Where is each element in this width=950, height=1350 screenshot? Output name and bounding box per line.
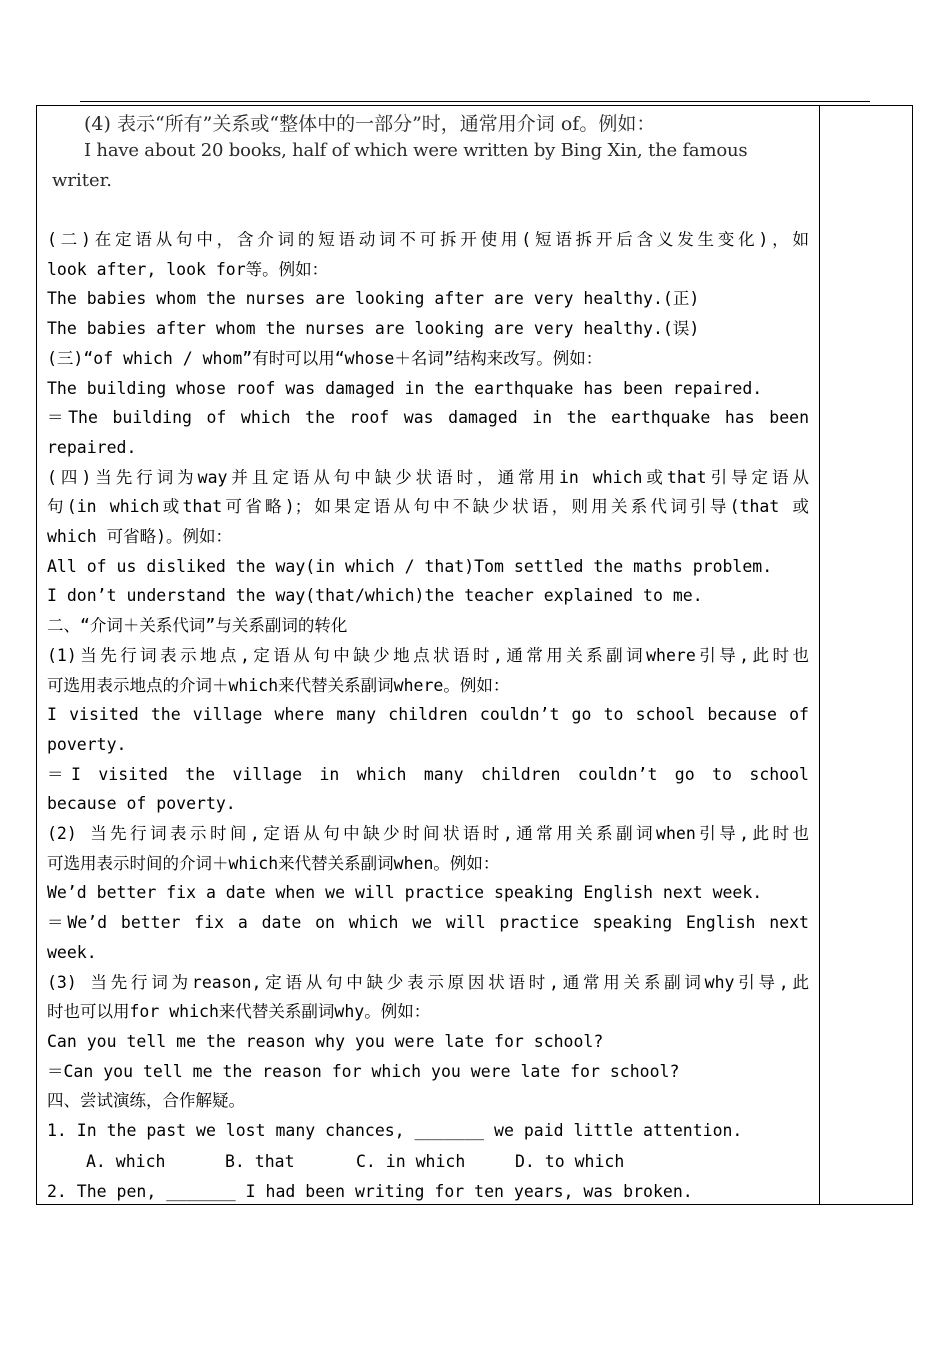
text-line: 1. In the past we lost many chances, _______ we paid little attention. [47,1121,743,1140]
option-c: C. in which [356,1152,466,1171]
text-line: 可选用表示地点的介词＋which来代替关系副词where。例如： [47,676,510,695]
option-a: A. which [86,1152,166,1171]
text-line: 句(in which或that可省略)；如果定语从句中不缺少状语，则用关系代词引导(that 或 [47,497,809,516]
text-line: ＝The building of which the roof was damaged in the earthquake has been [47,408,809,427]
text-line: The babies after whom the nurses are looking are very healthy.(误) [47,319,700,338]
text-line: 时也可以用for which来代替关系副词why。例如： [47,1002,431,1021]
option-d: D. to which [515,1152,625,1171]
question-2: 2. The pen, _______ I had been writing for ten years, was broken. [47,1182,693,1201]
text-line: (四)当先行词为way并且定语从句中缺少状语时，通常用in which或that引导定语从 [47,468,809,487]
text-line: I don’t understand the way(that/which)the teacher explained to me. [47,586,703,605]
table-column-divider [819,105,820,1205]
text-line: The babies whom the nurses are looking after are very healthy.(正) [47,289,700,308]
text-line: All of us disliked the way(in which / that)Tom settled the maths problem. [47,557,773,576]
text-line: Can you tell me the reason why you were late for school? [47,1032,604,1051]
text-line: repaired. [47,438,137,457]
text-line: (三)“of which / whom”有时可以用“whose＋名词”结构来改写。例如： [47,349,603,368]
text-line: (二)在定语从句中，含介词的短语动词不可拆开使用(短语拆开后含义发生变化)，如 [47,230,809,249]
header-rule [80,101,870,102]
image-heading: (4) 表示“所有”关系或“整体中的一部分”时，通常用介词 of。例如： [84,113,656,135]
text-line: (2) 当先行词表示时间,定语从句中缺少时间状语时,通常用关系副词when引导,此时也 [47,824,809,843]
text-line: I visited the village where many children couldn’t go to school because of [47,705,809,724]
text-line: (1)当先行词表示地点,定语从句中缺少地点状语时,通常用关系副词where引导,此时也 [47,646,809,665]
text-line: (3) 当先行词为reason,定语从句中缺少表示原因状语时,通常用关系副词why引导,此 [47,973,809,992]
text-line: We’d better fix a date when we will practice speaking English next week. [47,883,763,902]
text-line: The building whose roof was damaged in the earthquake has been repaired. [47,379,763,398]
text-line: which 可省略)。例如： [47,527,233,546]
image-example-line-2: writer. [52,170,113,191]
text-line: because of poverty. [47,794,236,813]
text-line: 可选用表示时间的介词＋which来代替关系副词when。例如： [47,854,500,873]
text-line: look after, look for等。例如： [47,260,329,279]
embedded-text-image [52,107,812,202]
text-line: 二、“介词＋关系代词”与关系副词的转化 [47,616,348,635]
text-line: ＝Can you tell me the reason for which you were late for school? [47,1062,680,1081]
image-example-line-1: I have about 20 books, half of which were written by Bing Xin, the famous [84,140,748,161]
text-line: week. [47,943,97,962]
text-line: 四、尝试演练，合作解疑。 [47,1091,245,1110]
text-line: ＝We’d better fix a date on which we will practice speaking English next [47,913,809,932]
text-line: poverty. [47,735,127,754]
option-b: B. that [225,1152,295,1171]
text-line: ＝I visited the village in which many children couldn’t go to school [47,765,809,784]
